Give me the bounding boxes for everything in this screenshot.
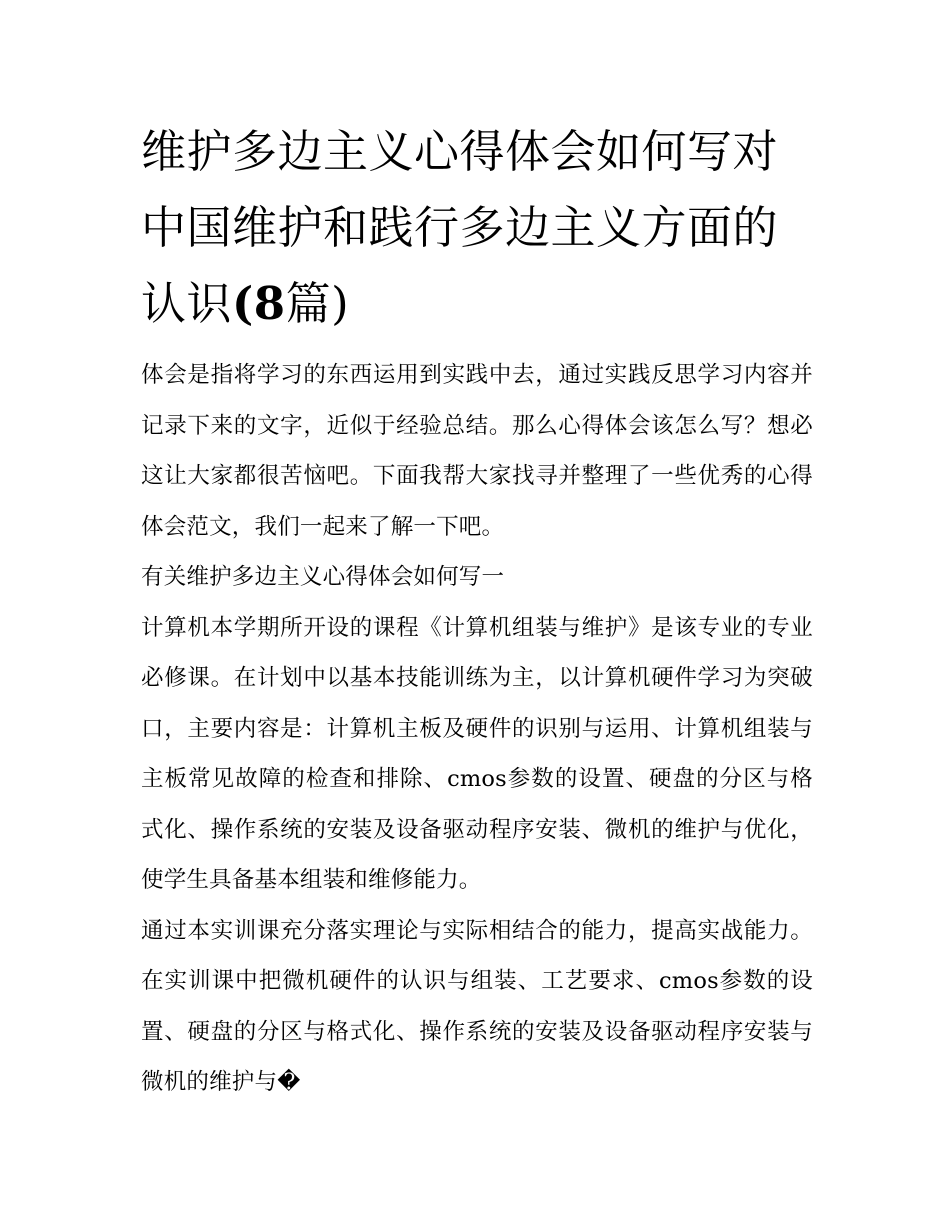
- body-paragraph: 计算机本学期所开设的课程《计算机组装与维护》是该专业的专业必修课。在计划中以基本技能训练为主，以计算机硬件学习为突破口，主要内容是：计算机主板及硬件的识别与运用、计算机组装与主板常见故障的检查和排除、cmos参数的设置、硬盘的分区与格式化、操作系统的安装及设备驱动程序安装、微机的维护与优化，使学生具备基本组装和维修能力。: [141, 614, 813, 893]
- title-count: (8: [232, 277, 286, 330]
- title-suffix: 篇): [285, 277, 350, 330]
- intro-paragraph: 体会是指将学习的东西运用到实践中去，通过实践反思学习内容并记录下来的文字，近似于经验总结。那么心得体会该怎么写？想必这让大家都很苦恼吧。下面我帮大家找寻并整理了一些优秀的心得体会范文，我们一起来了解一下吧。: [141, 362, 813, 540]
- section-heading: 有关维护多边主义心得体会如何写一: [141, 564, 505, 590]
- document-body: [141, 114, 813, 1108]
- title-text: 维护多边主义心得体会如何写对中国维护和践行多边主义方面的认识: [141, 125, 779, 330]
- document-title: [141, 114, 813, 342]
- body-paragraph: 通过本实训课充分落实理论与实际相结合的能力，提高实战能力。在实训课中把微机硬件的认识与组装、工艺要求、cmos参数的设置、硬盘的分区与格式化、操作系统的安装及设备驱动程序安装与微机的维护与�: [141, 917, 813, 1095]
